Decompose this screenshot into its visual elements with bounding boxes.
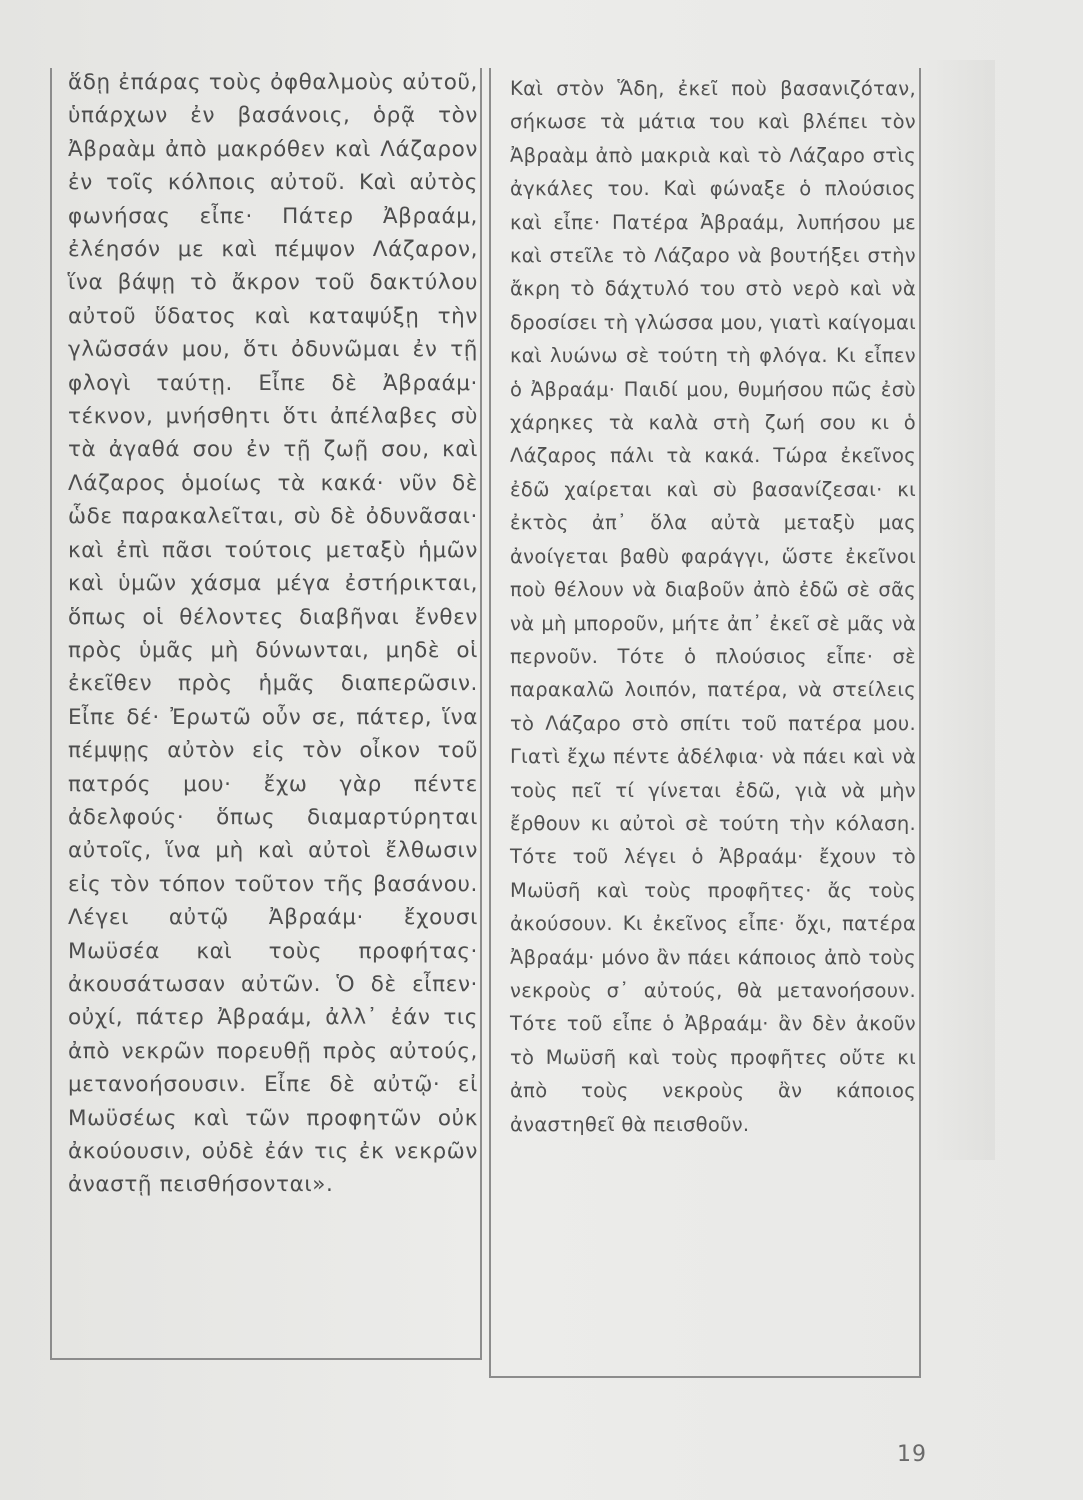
- left-column-paragraph: ἅδῃ ἐπάρας τοὺς ὀφθαλμοὺς αὐτοῦ, ὑπάρχων ἐν βασάνοις, ὁρᾷ τὸν Ἀβραὰμ ἀπὸ μακρόθεν καὶ Λάζαρον ἐν τοῖς κόλποις αὐτοῦ. Καὶ αὐτὸς φωνήσας εἶπε· Πάτερ Ἀβραάμ, ἐλέησόν με καὶ πέμψον Λάζαρον, ἵνα βάψῃ τὸ ἄκρον τοῦ δακτύλου αὐτοῦ ὕδατος καὶ καταψύξῃ τὴν γλῶσσάν μου, ὅτι ὀδυνῶμαι ἐν τῇ φλογὶ ταύτῃ. Εἶπε δὲ Ἀβραάμ· τέκνον, μνήσθητι ὅτι ἀπέλαβες σὺ τὰ ἀγαθά σου ἐν τῇ ζωῇ σου, καὶ Λάζαρος ὁμοίως τὰ κακά· νῦν δὲ ὧδε παρακαλεῖται, σὺ δὲ ὀδυνᾶσαι· καὶ ἐπὶ πᾶσι τούτοις μεταξὺ ἡμῶν καὶ ὑμῶν χάσμα μέγα ἐστήρικται, ὅπως οἱ θέλοντες διαβῆναι ἔνθεν πρὸς ὑμᾶς μὴ δύνωνται, μηδὲ οἱ ἐκεῖθεν πρὸς ἡμᾶς διαπερῶσιν. Εἶπε δέ· Ἐρωτῶ οὖν σε, πάτερ, ἵνα πέμψῃς αὐτὸν εἰς τὸν οἶκον τοῦ πατρός μου· ἔχω γὰρ πέντε ἀδελφούς· ὅπως διαμαρτύρηται αὐτοῖς, ἵνα μὴ καὶ αὐτοὶ ἔλθωσιν εἰς τὸν τόπον τοῦτον τῆς βασάνου. Λέγει αὐτῷ Ἀβραάμ· ἔχουσι Μωϋσέα καὶ τοὺς προφήτας· ἀκουσάτωσαν αὐτῶν. Ὁ δὲ εἶπεν· οὐχί, πάτερ Ἀβραάμ, ἀλλ᾽ ἐάν τις ἀπὸ νεκρῶν πορευθῇ πρὸς αὐτούς, μετανοήσουσιν. Εἶπε δὲ αὐτῷ· εἰ Μωϋσέως καὶ τῶν προφητῶν οὐκ ἀκούουσιν, οὐδὲ ἐάν τις ἐκ νεκρῶν ἀναστῇ πεισθήσονται».: [68, 70, 478, 1198]
- modern-greek-translation: [510, 72, 916, 1141]
- right-column-paragraph: Καὶ στὸν Ἅδη, ἐκεῖ ποὺ βασανιζόταν, σήκωσε τὰ μάτια του καὶ βλέπει τὸν Ἀβραὰμ ἀπὸ μακριὰ καὶ τὸ Λάζαρο στὶς ἀγκάλες του. Καὶ φώναξε ὁ πλούσιος καὶ εἶπε· Πατέρα Ἀβραάμ, λυπήσου με καὶ στεῖλε τὸ Λάζαρο νὰ βουτήξει στὴν ἄκρη τὸ δάχτυλό του στὸ νερὸ καὶ νὰ δροσίσει τὴ γλώσσα μου, γιατὶ καίγομαι καὶ λυώνω σὲ τούτη τὴ φλόγα. Κι εἶπεν ὁ Ἀβραάμ· Παιδί μου, θυμήσου πῶς ἐσὺ χάρηκες τὰ καλὰ στὴ ζωή σου κι ὁ Λάζαρος πάλι τὰ κακά. Τώρα ἐκεῖνος ἐδῶ χαίρεται καὶ σὺ βασανίζεσαι· κι ἐκτὸς ἀπ᾽ ὅλα αὐτὰ μεταξὺ μας ἀνοίγεται βαθὺ φαράγγι, ὥστε ἐκεῖνοι ποὺ θέλουν νὰ διαβοῦν ἀπὸ ἐδῶ σὲ σᾶς νὰ μὴ μποροῦν, μήτε ἀπ᾽ ἐκεῖ σὲ μᾶς νὰ περνοῦν. Τότε ὁ πλούσιος εἶπε· σὲ παρακαλῶ λοιπόν, πατέρα, νὰ στείλεις τὸ Λάζαρο στὸ σπίτι τοῦ πατέρα μου. Γιατὶ ἔχω πέντε ἀδέλφια· νὰ πάει καὶ νὰ τοὺς πεῖ τί γίνεται ἐδῶ, γιὰ νὰ μὴν ἔρθουν κι αὐτοὶ σὲ τούτη τὴν κόλαση. Τότε τοῦ λέγει ὁ Ἀβραάμ· ἔχουν τὸ Μωϋσῆ καὶ τοὺς προφῆτες· ἄς τοὺς ἀκούσουν. Κι ἐκεῖνος εἶπε· ὄχι, πατέρα Ἀβραάμ· μόνο ἂν πάει κάποιος ἀπὸ τοὺς νεκροὺς σ᾽ αὐτούς, θὰ μετανοήσουν. Τότε τοῦ εἶπε ὁ Ἀβραάμ· ἂν δὲν ἀκοῦν τὸ Μωϋσῆ καὶ τοὺς προφῆτες οὔτε κι ἀπὸ τοὺς νεκροὺς ἂν κάποιος ἀναστηθεῖ θὰ πεισθοῦν.: [510, 77, 916, 1136]
- page-number: 19: [897, 1442, 927, 1467]
- ancient-greek-text: [68, 66, 478, 1202]
- show-through-shadow: [925, 60, 995, 1160]
